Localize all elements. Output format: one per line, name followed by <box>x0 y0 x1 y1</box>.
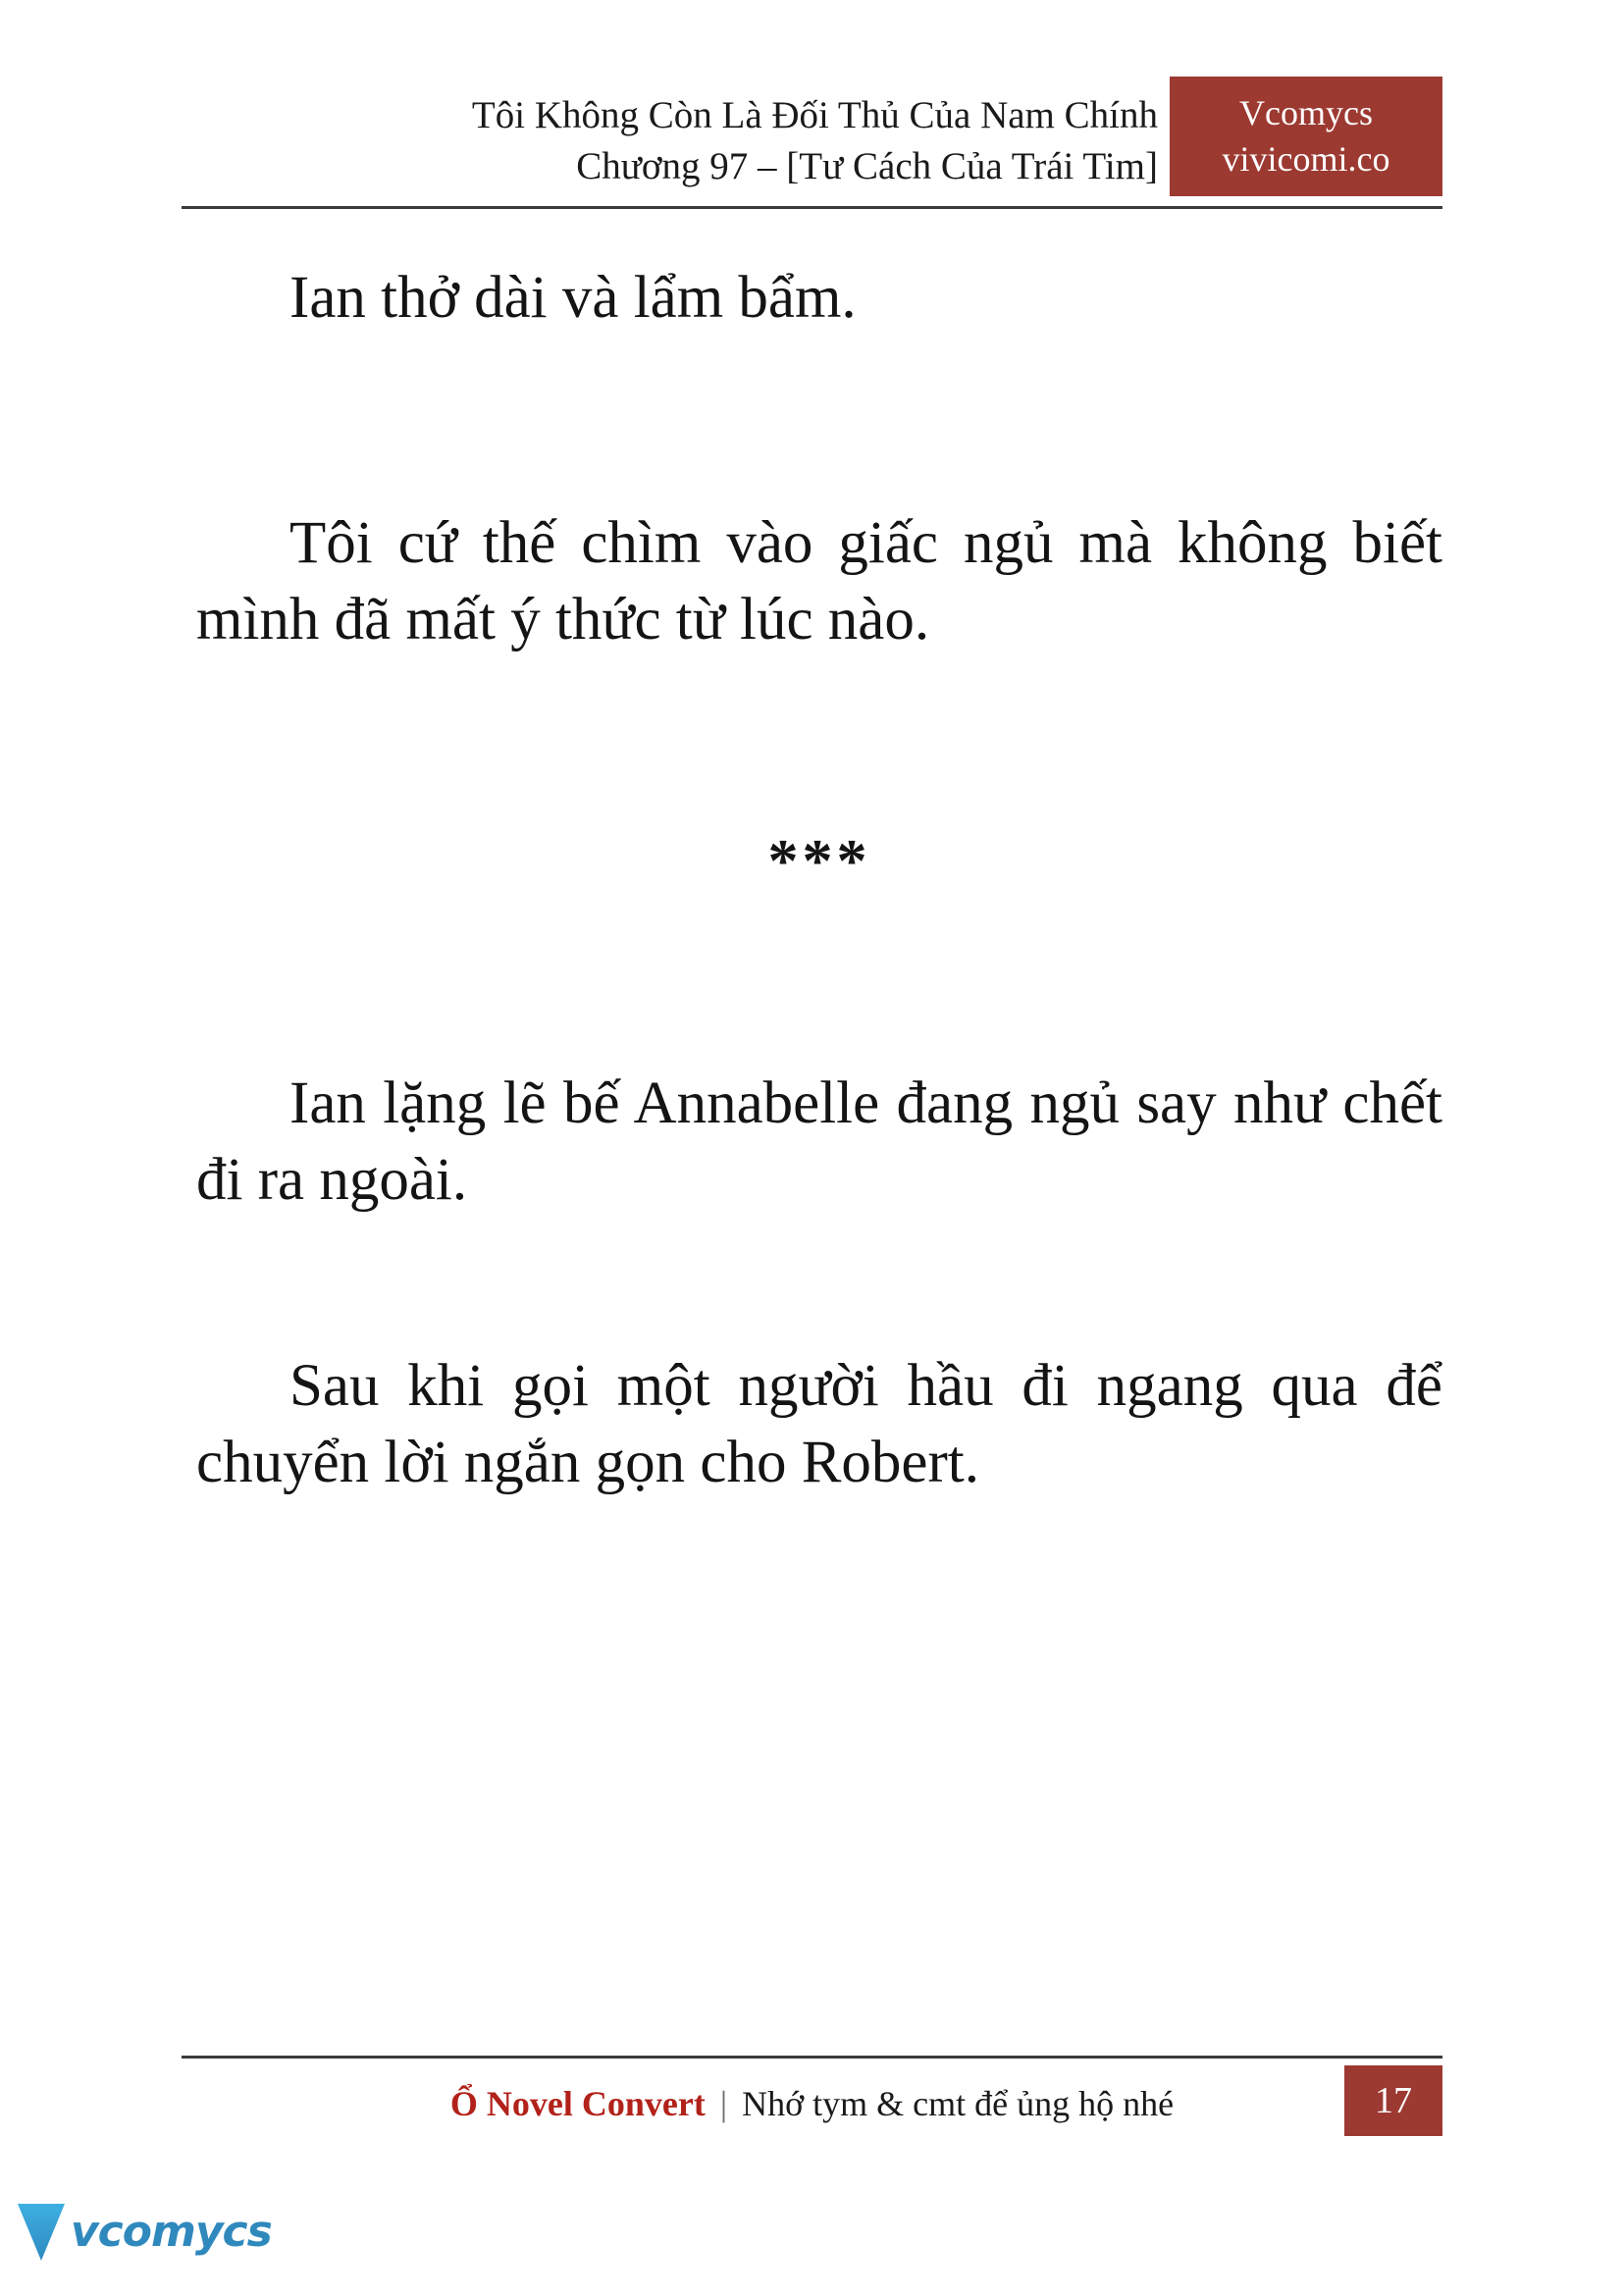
footer-text-block <box>182 2059 1442 2139</box>
paragraph-1: Ian thở dài và lẩm bẩm. <box>289 265 857 331</box>
footer-line <box>450 2073 1174 2124</box>
site-badge-url: vivicomi.co <box>1222 139 1390 179</box>
paragraph-2: Tôi cứ thế chìm vào giấc ngủ mà không biết mình đã mất ý thức từ lúc nào. <box>196 510 1442 653</box>
footer-note: Nhớ tym & cmt để ủng hộ nhé <box>742 2084 1175 2123</box>
site-badge-name: Vcomycs <box>1239 93 1373 133</box>
footer-brand: Ổ Novel Convert <box>449 2084 706 2123</box>
novel-title: Tôi Không Còn Là Đối Thủ Của Nam Chính <box>471 94 1158 136</box>
scene-break: *** <box>767 828 871 896</box>
site-badge <box>1170 77 1442 196</box>
page-number: 17 <box>1344 2065 1442 2136</box>
watermark-label: vcomycs <box>71 2207 272 2257</box>
page-header <box>182 77 1442 209</box>
footer-separator: | <box>719 2084 728 2123</box>
paragraph-spacer <box>196 337 1442 505</box>
paragraph-3: Ian lặng lẽ bế Annabelle đang ngủ say như chết đi ra ngoài. <box>196 1070 1442 1214</box>
chapter-title: Chương 97 – [Tư Cách Của Trái Tim] <box>576 144 1158 187</box>
page-content <box>196 260 1442 1502</box>
paragraph-4: Sau khi gọi một người hầu đi ngang qua để chuyển lời ngắn gọn cho Robert. <box>196 1353 1442 1496</box>
paragraph-spacer-2 <box>196 1219 1442 1348</box>
watermark-logo-icon <box>18 2204 65 2261</box>
scene-break-spacer-top <box>196 658 1442 827</box>
watermark <box>18 2187 272 2277</box>
header-title-block <box>472 90 1158 192</box>
page-footer <box>182 2056 1442 2139</box>
scene-break-spacer-bottom <box>196 897 1442 1066</box>
